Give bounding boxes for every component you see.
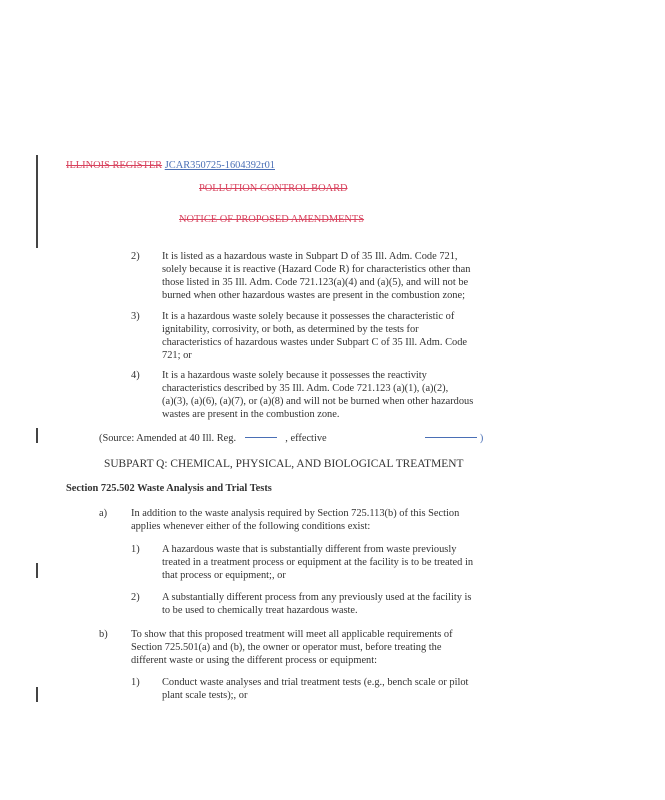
section-heading: Section 725.502 Waste Analysis and Trial Tests — [66, 483, 272, 494]
item-text-line: It is a hazardous waste solely because it possesses the reactivity — [162, 370, 427, 381]
item-text-line: plant scale tests);, or — [162, 690, 248, 701]
item-text-line: Conduct waste analyses and trial treatment tests (e.g., bench scale or pilot — [162, 677, 469, 688]
paragraph-text-line: Section 725.501(a) and (b), the owner or operator must, before treating the — [131, 642, 442, 653]
item-text-line: that process or equipment;, or — [162, 570, 286, 581]
item-number: 4) — [131, 370, 140, 381]
item-text-line: to be used to chemically treat hazardous waste. — [162, 605, 358, 616]
paragraph-text-line: different waste or using the different process or equipment: — [131, 655, 378, 666]
board-title: POLLUTION CONTROL BOARD — [199, 183, 348, 194]
source-prefix: (Source: Amended at 40 Ill. Reg. — [99, 433, 237, 444]
source-close: ) — [479, 433, 484, 444]
source-note — [99, 432, 483, 445]
item-text-line: A hazardous waste that is substantially different from waste previously — [162, 544, 457, 555]
paragraph-text-line: To show that this proposed treatment will meet all applicable requirements of — [131, 629, 453, 640]
paragraph-label: b) — [99, 629, 108, 640]
item-text-line: It is a hazardous waste solely because it possesses the characteristic of — [162, 311, 455, 322]
notice-title: NOTICE OF PROPOSED AMENDMENTS — [179, 214, 365, 225]
change-bar — [36, 155, 38, 248]
paragraph-label: a) — [99, 508, 108, 519]
subpart-title: SUBPART Q: CHEMICAL, PHYSICAL, AND BIOLOGICAL TREATMENT — [104, 458, 464, 470]
item-text-line: A substantially different process from any previously used at the facility is — [162, 592, 472, 603]
item-text-line: wastes are present in the combustion zone. — [162, 409, 340, 420]
item-text-line: ignitability, corrosivity, or both, as determined by the tests for — [162, 324, 419, 335]
item-number: 2) — [131, 592, 140, 603]
item-text-line: characteristics described by 35 Ill. Adm. Code 721.123 (a)(1), (a)(2), — [162, 383, 449, 394]
item-text-line: It is listed as a hazardous waste in Subpart D of 35 Ill. Adm. Code 721, — [162, 251, 458, 262]
effective-blank — [425, 436, 477, 438]
register-struck: ILLINOIS REGISTER — [66, 160, 163, 171]
change-bar — [36, 428, 38, 443]
item-number: 2) — [131, 251, 140, 262]
item-number: 1) — [131, 544, 140, 555]
document-id: JCAR350725-1604392r01 — [164, 160, 275, 171]
source-effective: , effective — [285, 433, 327, 444]
item-text-line: solely because it is reactive (Hazard Code R) for characteristics other than — [162, 264, 471, 275]
change-bar — [36, 563, 38, 578]
item-text-line: (a)(3), (a)(6), (a)(7), or (a)(8) and will not be burned when other hazardous — [162, 396, 474, 407]
item-text-line: treated in a treatment process or equipment at the facility is to be treated in — [162, 557, 474, 568]
source-blank — [245, 436, 277, 438]
item-text-line: characteristics of hazardous wastes under Subpart C of 35 Ill. Adm. Code — [162, 337, 468, 348]
item-number: 3) — [131, 311, 140, 322]
item-text-line: burned when other hazardous wastes are present in the combustion zone; — [162, 290, 465, 301]
change-bar — [36, 687, 38, 702]
register-header — [66, 159, 275, 172]
paragraph-text-line: In addition to the waste analysis required by Section 725.113(b) of this Section — [131, 508, 460, 519]
item-text-line: those listed in 35 Ill. Adm. Code 721.123(a)(4) and (a)(5), and will not be — [162, 277, 469, 288]
paragraph-text-line: applies whenever either of the following conditions exist: — [131, 521, 371, 532]
item-number: 1) — [131, 677, 140, 688]
item-text-line: 721; or — [162, 350, 192, 361]
